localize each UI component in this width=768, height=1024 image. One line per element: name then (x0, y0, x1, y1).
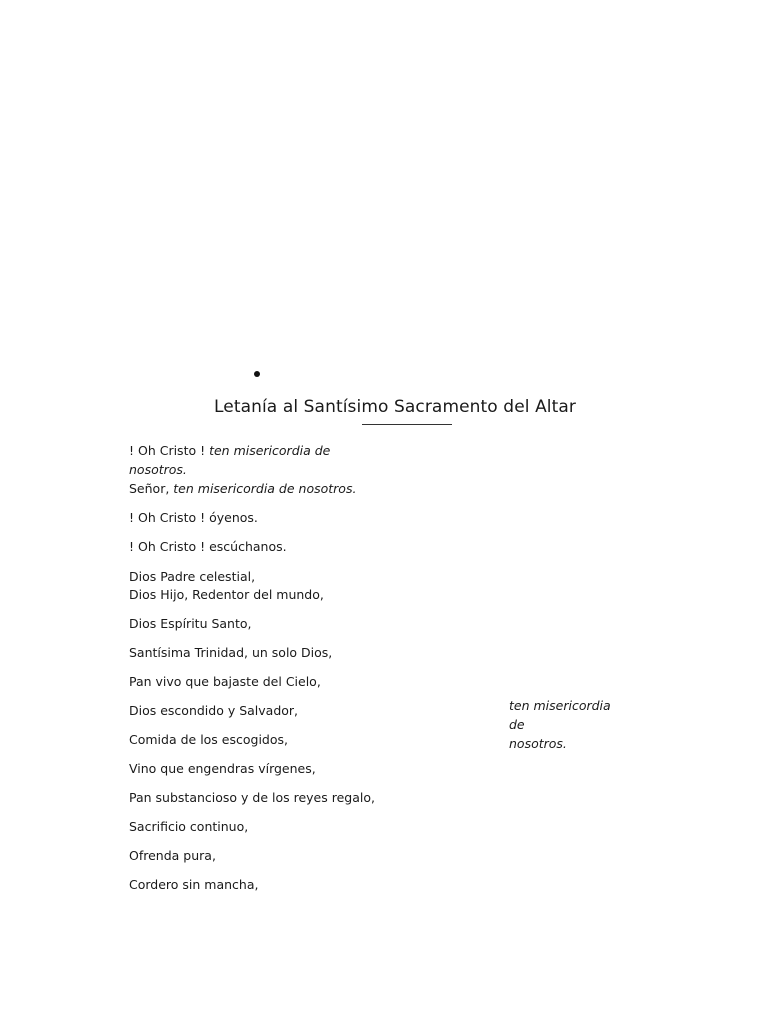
verse-line: Vino que engendras vírgenes, (129, 761, 316, 776)
verse-line: Pan substancioso y de los reyes regalo, (129, 790, 375, 805)
intro-line-1-text: ! Oh Cristo ! (129, 443, 210, 458)
intro-line-3-response: ten misericordia de nosotros. (173, 481, 357, 496)
verse-line: Ofrenda pura, (129, 848, 216, 863)
intro-line-2 (129, 460, 187, 479)
verse-line: Dios Hijo, Redentor del mundo, (129, 587, 324, 602)
verse-line: Sacrificio continuo, (129, 819, 249, 834)
verse-line: Cordero sin mancha, (129, 877, 259, 892)
intro-line-3-text: Señor, (129, 481, 174, 496)
bullet-dot (254, 371, 260, 377)
verse-line: Comida de los escogidos, (129, 732, 288, 747)
verse-line: Dios Espíritu Santo, (129, 616, 252, 631)
verse-line: Pan vivo que bajaste del Cielo, (129, 674, 321, 689)
response-line-2: nosotros. (509, 736, 567, 751)
verse-line: ! Oh Cristo ! escúchanos. (129, 539, 287, 554)
intro-line-1-response: ten misericordia de (209, 443, 331, 458)
response-line-1: ten misericordia de (509, 698, 611, 732)
intro-line-3 (129, 479, 356, 498)
intro-line-2-response: nosotros. (129, 462, 187, 477)
verse-line: Santísima Trinidad, un solo Dios, (129, 645, 333, 660)
intro-line-1 (129, 441, 330, 460)
litany-title: Letanía al Santísimo Sacramento del Altar (213, 397, 577, 417)
litany-response (509, 696, 629, 753)
title-underline (362, 424, 452, 425)
verse-line: Dios Padre celestial, (129, 569, 256, 584)
verse-line: ! Oh Cristo ! óyenos. (129, 510, 258, 525)
verse-line: Dios escondido y Salvador, (129, 703, 299, 718)
